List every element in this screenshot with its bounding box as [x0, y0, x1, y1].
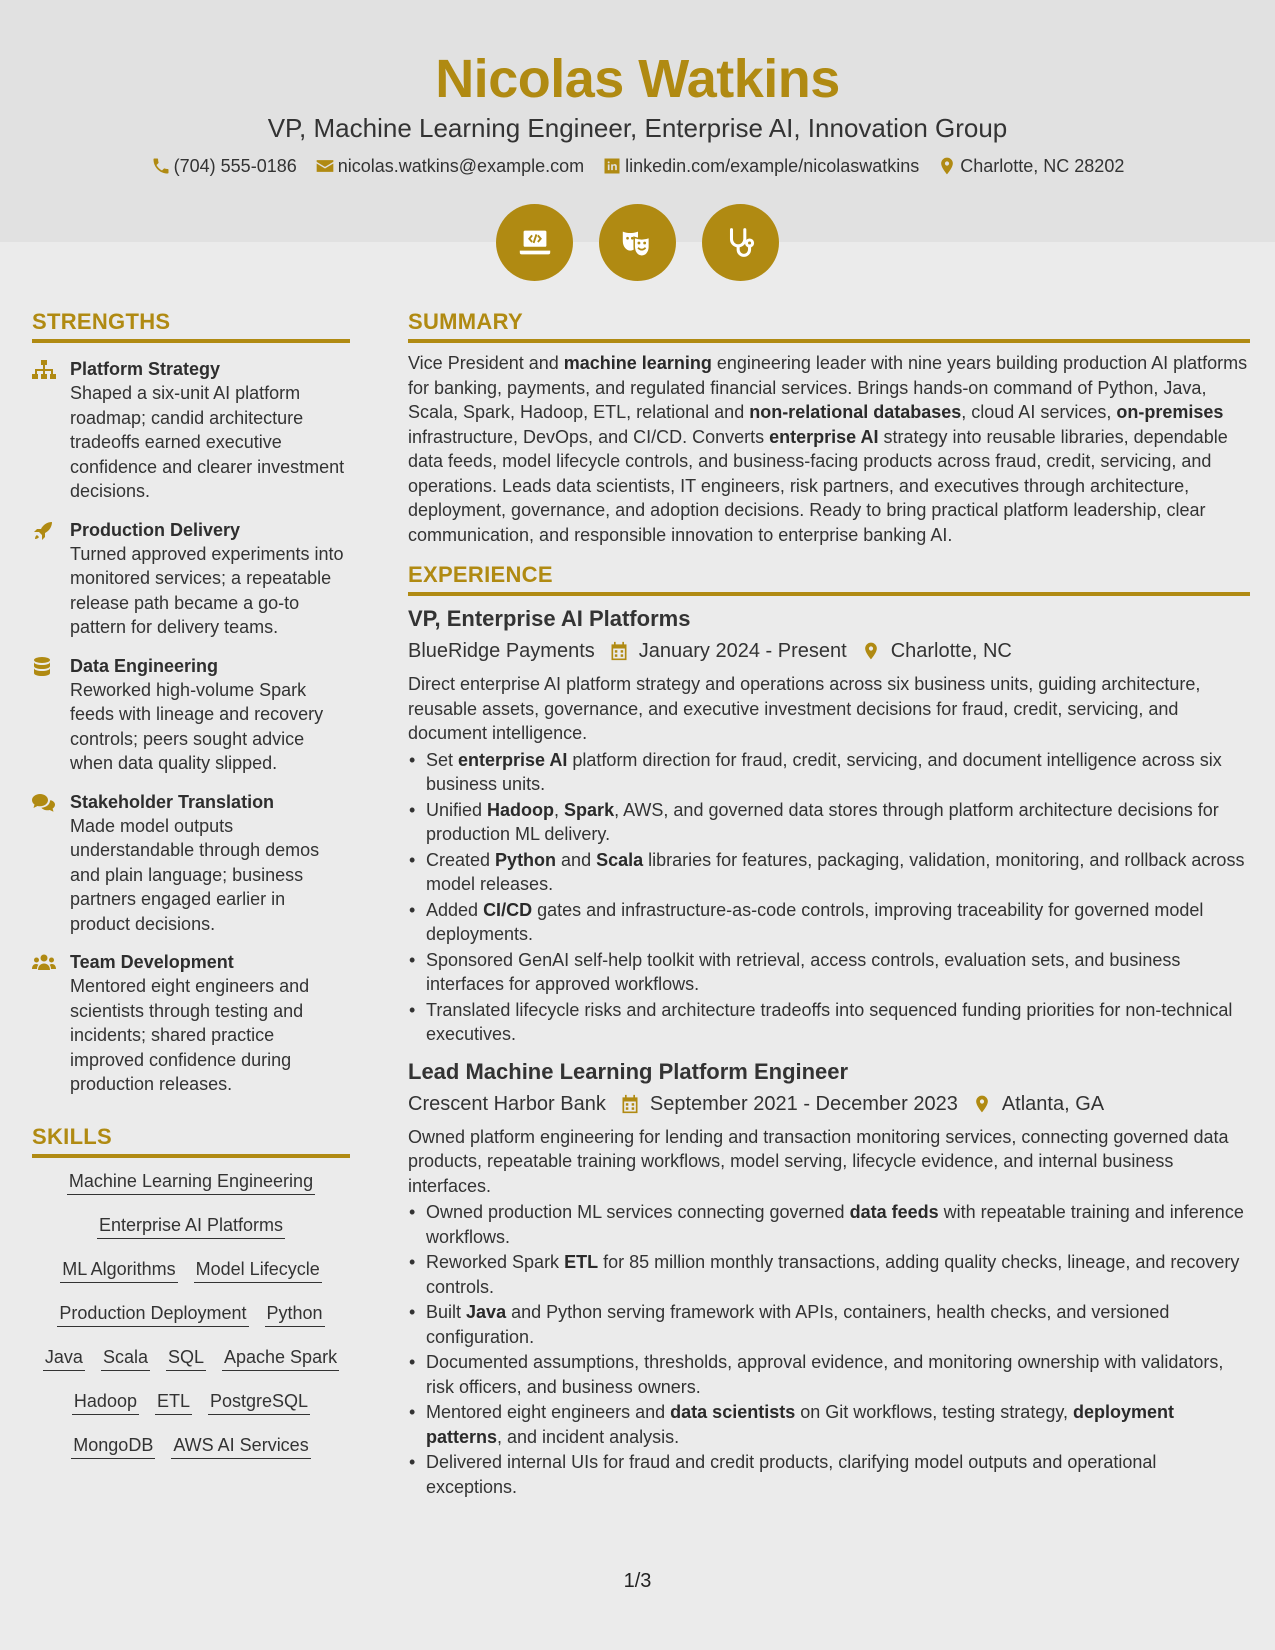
- text-run: and Python serving framework with APIs, containers, health checks, and versioned configuration.: [426, 1302, 1170, 1347]
- bold-keyword: CI/CD: [483, 899, 533, 920]
- strength-title: Production Delivery: [70, 519, 241, 540]
- text-run: strategy into reusable libraries, dependable data feeds, model lifecycle controls, and business-facing products across fraud, credit, servicing, and operations. Leads data scientists, IT engineers, risk partners, and executives through architecture, deployment, governance, and adoption decisions. Ready to bring practical platform leadership, clear communication, and responsible innovation to enterprise banking AI.: [408, 426, 1228, 545]
- skills-list: [32, 1170, 350, 1459]
- strength-desc: Shaped a six-unit AI platform roadmap; candid architecture tradeoffs earned executive confidence and clearer investment decisions.: [70, 383, 345, 501]
- comments-icon: [32, 793, 56, 813]
- skill-tag: AWS AI Services: [171, 1434, 310, 1459]
- bold-keyword: machine learning: [563, 353, 712, 373]
- bullet-text: [426, 998, 1250, 1047]
- text-run: Created: [426, 849, 496, 870]
- text-run: platform direction for fraud, credit, servicing, and document intelligence across six business units.: [426, 749, 1222, 794]
- text-run: infrastructure, DevOps, and CI/CD. Converts: [408, 426, 770, 447]
- bullet-text: [426, 1350, 1250, 1399]
- skill-row: [32, 1258, 350, 1283]
- strength-item: [32, 950, 350, 1097]
- skills-heading: SKILLS: [32, 1123, 350, 1158]
- bullet-dot: •: [409, 949, 416, 970]
- skill-row: [32, 1434, 350, 1459]
- theater-masks-icon: [619, 224, 657, 262]
- map-marker-icon: [937, 156, 957, 176]
- job-meta: [408, 1089, 1250, 1119]
- bullet-text: [426, 1450, 1250, 1499]
- job-title: VP, Enterprise AI Platforms: [408, 606, 691, 631]
- text-run: Added: [426, 899, 484, 920]
- calendar-icon: [609, 641, 629, 661]
- skill-tag: PostgreSQL: [208, 1390, 310, 1415]
- skill-tag: MongoDB: [71, 1434, 155, 1459]
- job-location: Atlanta, GA: [1001, 1092, 1105, 1115]
- bold-keyword: non-relational databases: [749, 402, 962, 422]
- summary-heading: SUMMARY: [408, 308, 1250, 343]
- skill-tag: Enterprise AI Platforms: [97, 1214, 285, 1239]
- job-company: Crescent Harbor Bank: [408, 1092, 606, 1115]
- right-column: [408, 308, 1250, 1499]
- text-run: Sponsored GenAI self-help toolkit with retrieval, access controls, evaluation sets, and business interfaces for approved workflows.: [426, 949, 1181, 994]
- strength-item: [32, 654, 350, 776]
- job-dates: January 2024 - Present: [638, 640, 847, 662]
- strength-desc: Reworked high-volume Spark feeds with lineage and recovery controls; peers sought advice when data quality slipped.: [70, 679, 324, 773]
- contact-location: [937, 154, 1124, 178]
- bullet-item: [408, 1300, 1250, 1349]
- strength-desc: Turned approved experiments into monitored services; a repeatable release path became a go-to pattern for delivery teams.: [70, 543, 344, 637]
- bold-keyword: data scientists: [670, 1402, 796, 1422]
- job-description: Direct enterprise AI platform strategy and operations across six business units, guiding architecture, reusable assets, governance, and executive investment decisions for fraud, credit, servicing, and document intelligence.: [408, 674, 1201, 743]
- strength-title: Platform Strategy: [70, 359, 221, 379]
- bullet-item: [408, 948, 1250, 997]
- bullet-text: [426, 798, 1250, 847]
- map-marker-icon: [861, 641, 881, 661]
- bullet-dot: •: [409, 1402, 416, 1422]
- strength-title: Data Engineering: [70, 655, 219, 676]
- bullet-dot: •: [409, 1452, 416, 1472]
- strength-item: [32, 790, 350, 937]
- text-run: Built: [426, 1302, 467, 1322]
- skill-tag: Scala: [101, 1346, 150, 1371]
- text-run: , AWS, and governed data stores through platform architecture decisions for production ML delivery.: [426, 799, 1219, 844]
- strength-title: Team Development: [70, 952, 234, 972]
- bullet-item: [408, 1450, 1250, 1499]
- job-entry: [408, 604, 1250, 1047]
- left-column: [32, 308, 350, 1478]
- bullet-item: [408, 998, 1250, 1047]
- bullet-item: [408, 1400, 1250, 1449]
- text-run: Set: [426, 749, 459, 770]
- badge-masks: [599, 204, 676, 281]
- bullet-dot: •: [409, 1202, 416, 1222]
- linkedin-icon: [602, 156, 622, 176]
- summary-text: [408, 351, 1250, 547]
- job-meta: [408, 636, 1250, 666]
- bullet-dot: •: [409, 899, 416, 920]
- bullet-dot: •: [409, 1252, 416, 1272]
- job-description: Owned platform engineering for lending and transaction monitoring services, connecting governed data products, repeatable training workflows, model serving, lifecycle evidence, and internal business interfaces.: [408, 1126, 1229, 1196]
- bullet-dot: •: [409, 1302, 416, 1322]
- skill-tag: Hadoop: [72, 1390, 139, 1415]
- skill-row: [32, 1390, 350, 1415]
- bullet-text: [426, 1400, 1250, 1449]
- badge-row: [0, 204, 1275, 281]
- strength-desc: Made model outputs understandable through demos and plain language; business partners engaged earlier in product decisions.: [70, 815, 320, 934]
- skill-tag: Java: [43, 1346, 85, 1371]
- experience-heading: EXPERIENCE: [408, 561, 1250, 596]
- bold-keyword: Scala: [596, 849, 644, 870]
- bullet-dot: •: [409, 849, 416, 870]
- bold-keyword: Spark: [564, 799, 615, 820]
- bold-keyword: enterprise AI: [769, 426, 879, 447]
- phone-icon: [151, 156, 171, 176]
- contact-linkedin[interactable]: [602, 154, 919, 178]
- phone-text: (704) 555-0186: [173, 156, 297, 176]
- text-run: for 85 million monthly transactions, adding quality checks, lineage, and recovery controls.: [426, 1252, 1240, 1297]
- map-marker-icon: [972, 1094, 992, 1114]
- database-icon: [32, 657, 56, 677]
- text-run: Delivered internal UIs for fraud and credit products, clarifying model outputs and operational exceptions.: [426, 1452, 1157, 1497]
- contact-phone: [151, 154, 297, 178]
- bullet-item: [408, 1350, 1250, 1399]
- strength-item: [32, 357, 350, 504]
- bold-keyword: deployment patterns: [426, 1402, 1175, 1447]
- job-location: Charlotte, NC: [890, 640, 1012, 662]
- bullet-text: [426, 848, 1250, 897]
- bullet-text: [426, 1300, 1250, 1349]
- page-number: 1/3: [623, 1570, 652, 1592]
- text-run: on Git workflows, testing strategy,: [795, 1402, 1074, 1422]
- text-run: libraries for features, packaging, validation, monitoring, and rollback across model releases.: [426, 849, 1245, 894]
- contact-email[interactable]: [315, 154, 584, 178]
- bold-keyword: enterprise AI: [458, 749, 568, 770]
- bullet-text: [426, 948, 1250, 997]
- text-run: gates and infrastructure-as-code controls, improving traceability for governed model deployments.: [426, 899, 1204, 944]
- badge-laptop: [496, 204, 573, 281]
- job-dates: September 2021 - December 2023: [649, 1092, 958, 1115]
- bullet-dot: •: [409, 799, 416, 820]
- skill-tag: Apache Spark: [222, 1346, 339, 1371]
- job-bullets: [408, 748, 1250, 1047]
- text-run: Owned production ML services connecting governed: [426, 1202, 850, 1222]
- users-icon: [32, 953, 56, 973]
- skill-row: [32, 1346, 350, 1371]
- rocket-icon: [32, 521, 56, 541]
- skill-tag: Model Lifecycle: [194, 1258, 322, 1283]
- text-run: Translated lifecycle risks and architecture tradeoffs into sequenced funding priorities for non-technical executives.: [426, 999, 1233, 1044]
- strengths-heading: STRENGTHS: [32, 308, 350, 343]
- skill-tag: Production Deployment: [57, 1302, 248, 1327]
- contact-bar: [0, 154, 1275, 178]
- skill-tag: Python: [265, 1302, 325, 1327]
- text-run: with repeatable training and inference workflows.: [426, 1202, 1244, 1247]
- text-run: and: [556, 849, 597, 870]
- text-run: , and incident analysis.: [497, 1426, 680, 1447]
- text-run: Vice President and: [408, 353, 564, 373]
- resume-header: [0, 46, 1275, 178]
- laptop-code-icon: [516, 224, 554, 262]
- bullet-text: [426, 1200, 1250, 1249]
- bullet-dot: •: [409, 749, 416, 770]
- bullet-text: [426, 1250, 1250, 1299]
- text-run: ,: [554, 799, 565, 820]
- skill-row: [32, 1302, 350, 1327]
- skill-tag: Machine Learning Engineering: [67, 1170, 315, 1195]
- skill-tag: ETL: [155, 1390, 192, 1415]
- text-run: Mentored eight engineers and: [426, 1402, 671, 1422]
- bold-keyword: Java: [466, 1302, 507, 1322]
- text-run: , cloud AI services,: [961, 402, 1117, 422]
- bullet-item: [408, 1250, 1250, 1299]
- text-run: Unified: [426, 799, 488, 820]
- calendar-icon: [620, 1094, 640, 1114]
- bullet-item: [408, 898, 1250, 947]
- location-text: Charlotte, NC 28202: [960, 156, 1125, 176]
- skill-row: [32, 1214, 350, 1239]
- text-run: Documented assumptions, thresholds, approval evidence, and monitoring ownership with validators, risk officers, and business owners.: [426, 1352, 1224, 1397]
- stethoscope-icon: [722, 224, 760, 262]
- sitemap-icon: [32, 360, 56, 380]
- bold-keyword: Python: [495, 849, 557, 870]
- skill-row: [32, 1170, 350, 1195]
- job-title: Lead Machine Learning Platform Engineer: [408, 1058, 849, 1084]
- bold-keyword: ETL: [564, 1252, 599, 1272]
- bullet-item: [408, 1200, 1250, 1249]
- job-bullets: [408, 1200, 1250, 1499]
- bullet-item: [408, 848, 1250, 897]
- strength-title: Stakeholder Translation: [70, 791, 275, 812]
- badge-stethoscope: [702, 204, 779, 281]
- bullet-item: [408, 798, 1250, 847]
- bullet-dot: •: [409, 1352, 416, 1372]
- job-entry: [408, 1057, 1250, 1500]
- email-text[interactable]: nicolas.watkins@example.com: [337, 156, 585, 176]
- skill-tag: SQL: [166, 1346, 206, 1371]
- bullet-text: [426, 748, 1250, 797]
- candidate-name: Nicolas Watkins: [435, 49, 840, 109]
- bullet-item: [408, 748, 1250, 797]
- skill-tag: ML Algorithms: [60, 1258, 177, 1283]
- bold-keyword: data feeds: [849, 1202, 939, 1222]
- text-run: Reworked Spark: [426, 1252, 565, 1272]
- bullet-text: [426, 898, 1250, 947]
- strength-item: [32, 518, 350, 640]
- candidate-title: VP, Machine Learning Engineer, Enterprise AI, Innovation Group: [267, 113, 1008, 143]
- bold-keyword: Hadoop: [487, 799, 555, 820]
- bold-keyword: on-premises: [1116, 402, 1224, 422]
- job-company: BlueRidge Payments: [408, 640, 595, 662]
- envelope-icon: [315, 156, 335, 176]
- bullet-dot: •: [409, 999, 416, 1020]
- linkedin-text[interactable]: linkedin.com/example/nicolaswatkins: [625, 156, 920, 176]
- strength-desc: Mentored eight engineers and scientists through testing and incidents; shared practice improved confidence during production releases.: [70, 976, 310, 1094]
- text-run: engineering leader with nine years building production AI platforms for banking, payments, and regulated financial services. Brings hands-on command of Python, Java, Scala, Spark, Hadoop, ETL, relational and: [408, 353, 1248, 422]
